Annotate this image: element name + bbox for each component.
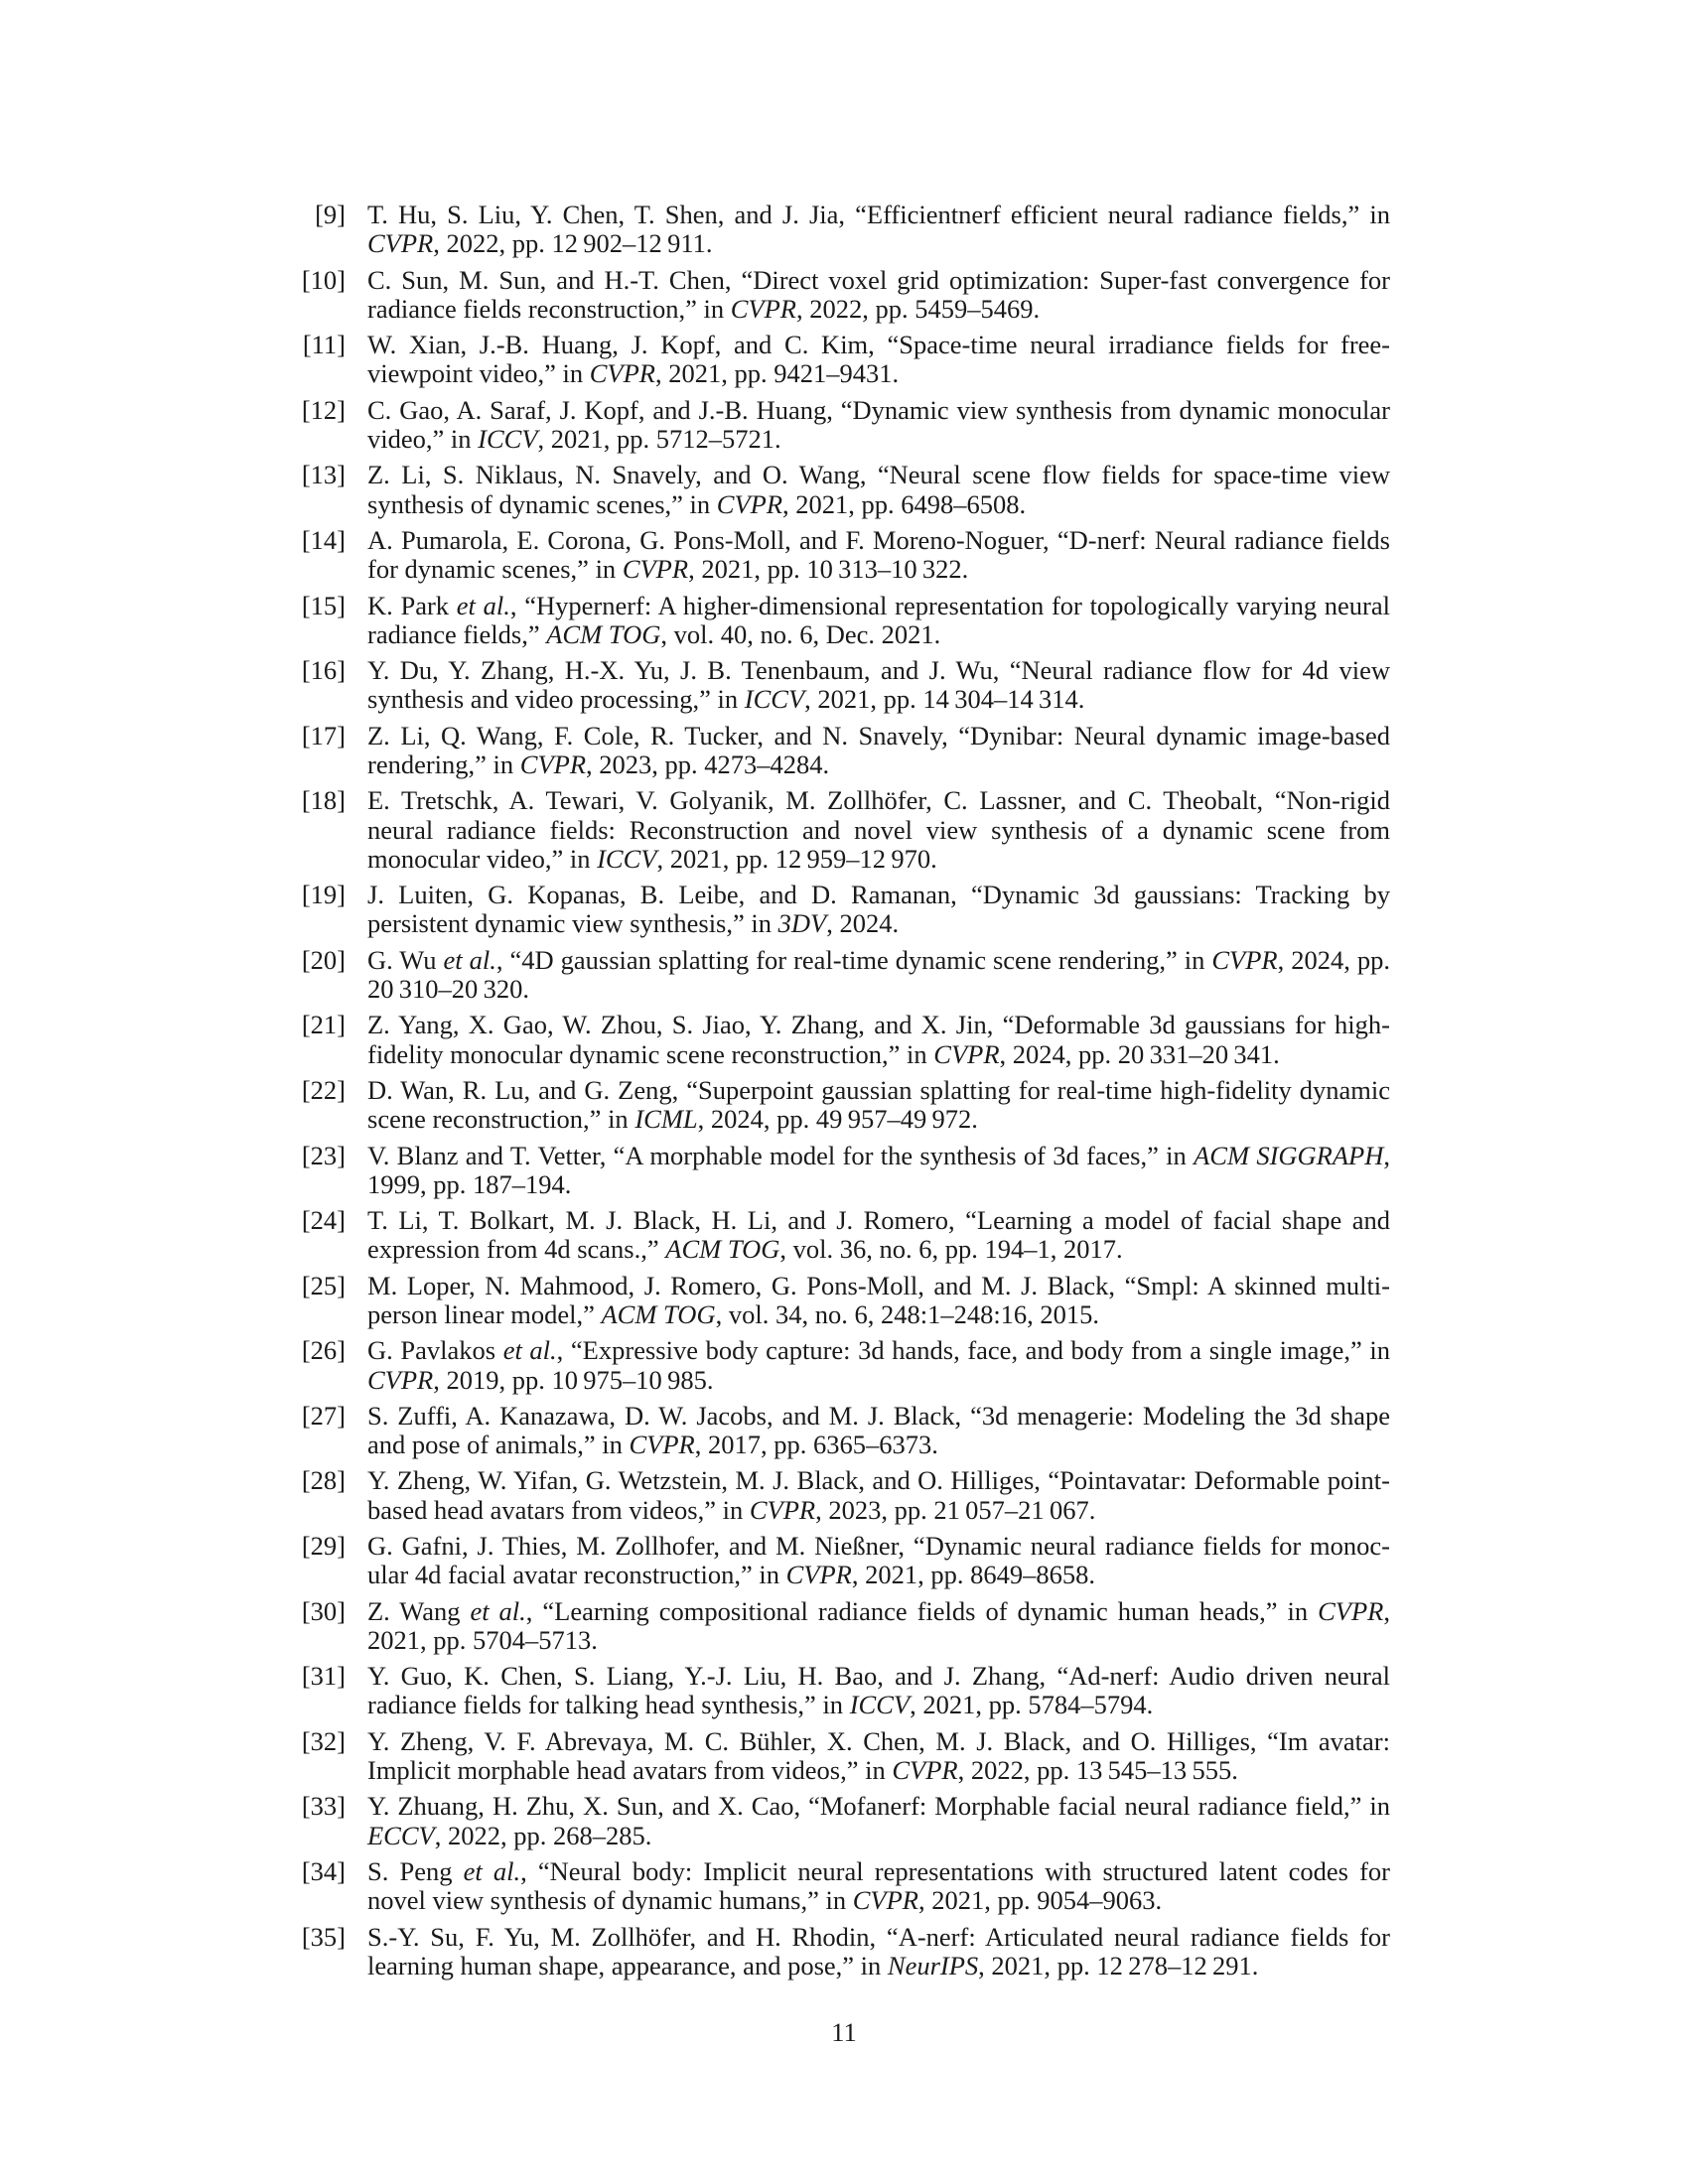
reference-text	[367, 1142, 1390, 1199]
reference-italic-segment: ACM TOG	[665, 1234, 780, 1265]
reference-text	[367, 786, 1390, 874]
reference-text-segment: G. Wu	[367, 944, 444, 975]
reference-item	[294, 1076, 1390, 1134]
reference-number: [22]	[301, 1074, 346, 1105]
reference-text-segment: , 2021, pp. 12 278–12 291.	[978, 1950, 1259, 1980]
reference-number: [9]	[315, 200, 346, 229]
reference-italic-segment: et al.	[502, 1335, 557, 1366]
reference-text-segment: , 2019, pp. 10 975–10 985.	[433, 1364, 714, 1395]
reference-text-segment: , 2021, pp. 14 304–14 314.	[804, 684, 1085, 715]
reference-text-segment: , “Learning compositional radiance fields of dynamic human heads,” in	[525, 1595, 1319, 1626]
reference-text-segment: Z. Li, S. Niklaus, N. Snavely, and O. Wang, “Neural scene flow fields for space-time view synthesis of dynamic scenes,” in	[367, 460, 1390, 519]
reference-number: [18]	[301, 785, 346, 816]
reference-text-segment: , “Expressive body capture: 3d hands, face, and body from a single image,” in	[556, 1335, 1390, 1366]
reference-number: [16]	[301, 655, 346, 686]
reference-text	[367, 396, 1390, 454]
reference-italic-segment: ICCV	[744, 684, 805, 715]
reference-item	[294, 526, 1390, 584]
reference-italic-segment: CVPR	[367, 228, 434, 259]
reference-text-segment: , 2021, pp. 9421–9431.	[655, 358, 900, 389]
reference-italic-segment: et al.	[470, 1595, 526, 1626]
reference-item	[294, 1662, 1390, 1719]
reference-text	[367, 1857, 1390, 1915]
reference-italic-segment: ACM SIGGRAPH	[1194, 1140, 1384, 1170]
reference-text-segment: Z. Wang	[367, 1595, 471, 1626]
reference-text	[367, 1402, 1390, 1459]
reference-italic-segment: et al.	[443, 944, 496, 975]
reference-text	[367, 881, 1390, 938]
reference-number: [34]	[301, 1856, 346, 1887]
reference-number: [26]	[301, 1335, 346, 1366]
reference-text-segment: , 1999, pp. 187–194.	[367, 1140, 1390, 1199]
reference-text-segment: , 2024.	[826, 908, 900, 939]
reference-text-segment: A. Pumarola, E. Corona, G. Pons-Moll, and F. Moreno-Noguer, “D-nerf: Neural radiance fields for dynamic scenes,” in	[367, 524, 1390, 585]
reference-text-segment: , 2021, pp. 5712–5721.	[537, 423, 781, 454]
reference-text-segment: V. Blanz and T. Vetter, “A morphable model for the synthesis of 3d faces,” in	[367, 1140, 1195, 1170]
reference-italic-segment: CVPR	[1318, 1595, 1384, 1626]
reference-italic-segment: CVPR	[892, 1755, 958, 1786]
reference-italic-segment: ICCV	[478, 423, 538, 454]
reference-item	[294, 1532, 1390, 1589]
reference-number: [11]	[302, 330, 346, 360]
reference-item	[294, 881, 1390, 938]
reference-list	[294, 201, 1390, 1987]
reference-item	[294, 1336, 1390, 1394]
reference-text-segment: T. Hu, S. Liu, Y. Chen, T. Shen, and J. Jia, “Efficientnerf efficient neural radiance fields,” in	[367, 200, 1390, 229]
reference-text-segment: , 2024, pp. 20 331–20 341.	[999, 1038, 1280, 1069]
reference-italic-segment: ACM TOG	[601, 1298, 716, 1329]
reference-text-segment: , 2021, pp. 10 313–10 322.	[688, 554, 969, 585]
reference-number: [13]	[301, 460, 346, 490]
reference-text-segment: G. Pavlakos	[367, 1335, 503, 1366]
reference-text-segment: , 2022, pp. 13 545–13 555.	[957, 1755, 1238, 1786]
reference-italic-segment: ACM TOG	[546, 618, 661, 649]
reference-item	[294, 1402, 1390, 1459]
reference-number: [33]	[301, 1791, 346, 1822]
reference-item	[294, 1857, 1390, 1915]
reference-number: [28]	[301, 1465, 346, 1496]
reference-number: [23]	[301, 1140, 346, 1170]
reference-number: [35]	[301, 1921, 346, 1952]
reference-text-segment: , 2021, pp. 8649–8658.	[851, 1560, 1095, 1590]
reference-item	[294, 946, 1390, 1004]
reference-text-segment: Y. Du, Y. Zhang, H.-X. Yu, J. B. Tenenbaum, and J. Wu, “Neural radiance flow for 4d view synthesis and video processing,” in	[367, 655, 1390, 715]
reference-italic-segment: CVPR	[622, 554, 689, 585]
reference-text	[367, 722, 1390, 779]
reference-text	[367, 1011, 1390, 1068]
reference-text-segment: , 2021, pp. 5784–5794.	[910, 1690, 1154, 1720]
reference-text	[367, 331, 1390, 388]
reference-italic-segment: et al.	[463, 1856, 521, 1887]
reference-text-segment: W. Xian, J.-B. Huang, J. Kopf, and C. Kim, “Space-time neural irradiance fields for free-viewpoint video,” in	[367, 330, 1390, 389]
reference-number: [20]	[301, 944, 346, 975]
reference-italic-segment: NeurIPS	[887, 1950, 979, 1980]
reference-italic-segment: CVPR	[1211, 944, 1278, 975]
reference-italic-segment: CVPR	[716, 488, 783, 519]
reference-item	[294, 266, 1390, 324]
reference-text	[367, 1923, 1390, 1980]
reference-text-segment: Z. Yang, X. Gao, W. Zhou, S. Jiao, Y. Zhang, and X. Jin, “Deformable 3d gaussians for high-fidelity monocular dynamic scene reconstruction,” in	[367, 1010, 1390, 1069]
reference-text	[367, 592, 1390, 649]
reference-number: [27]	[301, 1400, 346, 1431]
reference-text-segment: , vol. 36, no. 6, pp. 194–1, 2017.	[779, 1234, 1123, 1265]
reference-text-segment: , “Hypernerf: A higher-dimensional representation for topologically varying neural radiance fields,”	[367, 590, 1390, 649]
reference-text-segment: M. Loper, N. Mahmood, J. Romero, G. Pons-Moll, and M. J. Black, “Smpl: A skinned multi-person linear model,”	[367, 1270, 1390, 1329]
reference-italic-segment: CVPR	[629, 1430, 695, 1460]
reference-number: [24]	[301, 1205, 346, 1236]
reference-text-segment: K. Park	[367, 590, 457, 620]
reference-text-segment: , 2017, pp. 6365–6373.	[694, 1430, 938, 1460]
reference-text	[367, 201, 1390, 258]
reference-text	[367, 1466, 1390, 1524]
reference-item	[294, 1011, 1390, 1068]
reference-number: [31]	[301, 1661, 346, 1692]
reference-number: [29]	[301, 1531, 346, 1562]
reference-number: [10]	[301, 264, 346, 295]
reference-text-segment: S. Zuffi, A. Kanazawa, D. W. Jacobs, and M. J. Black, “3d menagerie: Modeling the 3d shape and pose of animals,” in	[367, 1400, 1390, 1460]
reference-item	[294, 201, 1390, 258]
reference-text-segment: Y. Zhuang, H. Zhu, X. Sun, and X. Cao, “Mofanerf: Morphable facial neural radiance field,” in	[367, 1791, 1390, 1822]
reference-text	[367, 1336, 1390, 1394]
reference-text	[367, 1597, 1390, 1655]
reference-text	[367, 1727, 1390, 1785]
reference-text-segment: , 2022, pp. 268–285.	[434, 1820, 652, 1850]
reference-text-segment: , 2023, pp. 21 057–21 067.	[815, 1494, 1096, 1525]
reference-text-segment: , “4D gaussian splatting for real-time dynamic scene rendering,” in	[495, 944, 1212, 975]
page-number: 11	[831, 2017, 857, 2047]
reference-italic-segment: CVPR	[933, 1038, 1000, 1069]
reference-text-segment: , 2021, pp. 9054–9063.	[917, 1885, 1163, 1916]
reference-italic-segment: CVPR	[589, 358, 655, 389]
reference-text	[367, 1792, 1390, 1849]
reference-item	[294, 396, 1390, 454]
reference-text-segment: Y. Guo, K. Chen, S. Liang, Y.-J. Liu, H. Bao, and J. Zhang, “Ad-nerf: Audio driven neural radiance fields for talking head synthesis,” in	[367, 1661, 1390, 1720]
reference-item	[294, 722, 1390, 779]
reference-item	[294, 656, 1390, 714]
reference-italic-segment: CVPR	[852, 1885, 918, 1916]
reference-text	[367, 461, 1390, 518]
reference-text	[367, 1532, 1390, 1589]
reference-item	[294, 1206, 1390, 1264]
reference-text-segment: C. Gao, A. Saraf, J. Kopf, and J.-B. Huang, “Dynamic view synthesis from dynamic monocular video,” in	[367, 394, 1390, 454]
reference-text-segment: T. Li, T. Bolkart, M. J. Black, H. Li, and J. Romero, “Learning a model of facial shape and expression from 4d scans.,”	[367, 1205, 1390, 1265]
reference-italic-segment: CVPR	[749, 1494, 816, 1525]
reference-italic-segment: ICCV	[849, 1690, 911, 1720]
reference-italic-segment: ECCV	[367, 1820, 435, 1850]
reference-italic-segment: ICML	[634, 1104, 698, 1135]
reference-text-segment: Y. Zheng, V. F. Abrevaya, M. C. Bühler, X. Chen, M. J. Black, and O. Hilliges, “Im avatar: Implicit morphable head avatars from videos,” in	[367, 1725, 1390, 1786]
reference-item	[294, 1792, 1390, 1849]
reference-text-segment: , 2022, pp. 5459–5469.	[795, 293, 1041, 324]
reference-text	[367, 656, 1390, 714]
reference-item	[294, 1923, 1390, 1980]
reference-number: [32]	[301, 1725, 346, 1756]
reference-text-segment: Y. Zheng, W. Yifan, G. Wetzstein, M. J. Black, and O. Hilliges, “Pointavatar: Deformable point-based head avatars from videos,” in	[367, 1465, 1390, 1525]
reference-text	[367, 266, 1390, 324]
reference-italic-segment: CVPR	[519, 749, 587, 779]
reference-text-segment: Z. Li, Q. Wang, F. Cole, R. Tucker, and N. Snavely, “Dynibar: Neural dynamic image-based rendering,” in	[367, 720, 1390, 779]
reference-item	[294, 1142, 1390, 1199]
reference-number: [12]	[301, 394, 346, 425]
reference-italic-segment: CVPR	[785, 1560, 852, 1590]
reference-text-segment: , 2022, pp. 12 902–12 911.	[433, 228, 713, 259]
reference-text	[367, 1662, 1390, 1719]
reference-text-segment: , 2024, pp. 49 957–49 972.	[697, 1104, 978, 1135]
reference-text-segment: S. Peng	[367, 1856, 464, 1887]
reference-text-segment: , 2021, pp. 5704–5713.	[367, 1595, 1390, 1655]
reference-text	[367, 1076, 1390, 1134]
reference-number: [21]	[301, 1010, 346, 1040]
reference-item	[294, 786, 1390, 874]
reference-text-segment: G. Gafni, J. Thies, M. Zollhofer, and M. Nießner, “Dynamic neural radiance fields for monoc-ular 4d facial avatar reconstruction,” in	[367, 1531, 1390, 1590]
reference-italic-segment: CVPR	[367, 1364, 434, 1395]
reference-number: [30]	[301, 1595, 346, 1626]
reference-text	[367, 946, 1390, 1004]
reference-text-segment: , “Neural body: Implicit neural representations with structured latent codes for novel view synthesis of dynamic humans,” in	[367, 1856, 1390, 1916]
reference-italic-segment: et al.	[456, 590, 510, 620]
reference-text-segment: E. Tretschk, A. Tewari, V. Golyanik, M. Zollhöfer, C. Lassner, and C. Theobalt, “Non-rigid neural radiance fields: Reconstruction and novel view synthesis of a dynamic scene from monocular video,” in	[367, 785, 1390, 874]
reference-text	[367, 1272, 1390, 1329]
reference-text-segment: , 2024, pp. 20 310–20 320.	[367, 944, 1391, 1004]
reference-text-segment: , 2021, pp. 6498–6508.	[782, 488, 1027, 519]
reference-text-segment: , vol. 34, no. 6, 248:1–248:16, 2015.	[715, 1298, 1100, 1329]
reference-text-segment: C. Sun, M. Sun, and H.-T. Chen, “Direct voxel grid optimization: Super-fast convergence for radiance fields reconstruction,” in	[367, 264, 1390, 324]
reference-text-segment: , 2023, pp. 4273–4284.	[586, 749, 830, 779]
reference-item	[294, 1597, 1390, 1655]
reference-italic-segment: 3DV	[777, 908, 827, 939]
reference-number: [15]	[301, 590, 346, 620]
reference-text-segment: S.-Y. Su, F. Yu, M. Zollhöfer, and H. Rhodin, “A-nerf: Articulated neural radiance fields for learning human shape, appearance, and pose,” in	[367, 1921, 1390, 1980]
reference-item	[294, 1466, 1390, 1524]
reference-number: [19]	[301, 880, 346, 910]
reference-italic-segment: ICCV	[597, 843, 657, 874]
reference-text	[367, 1206, 1390, 1264]
reference-text	[367, 526, 1390, 584]
reference-text-segment: J. Luiten, G. Kopanas, B. Leibe, and D. Ramanan, “Dynamic 3d gaussians: Tracking by persistent dynamic view synthesis,” in	[367, 880, 1390, 939]
reference-item	[294, 1272, 1390, 1329]
reference-number: [14]	[301, 524, 346, 555]
reference-number: [17]	[301, 720, 346, 751]
reference-item	[294, 461, 1390, 518]
reference-italic-segment: CVPR	[730, 293, 796, 324]
reference-item	[294, 1727, 1390, 1785]
reference-text-segment: , 2021, pp. 12 959–12 970.	[656, 843, 937, 874]
reference-item	[294, 592, 1390, 649]
reference-number: [25]	[301, 1270, 346, 1300]
reference-item	[294, 331, 1390, 388]
reference-text-segment: D. Wan, R. Lu, and G. Zeng, “Superpoint gaussian splatting for real-time high-fidelity dynamic scene reconstruction,” in	[367, 1074, 1390, 1135]
reference-text-segment: , vol. 40, no. 6, Dec. 2021.	[660, 618, 941, 649]
